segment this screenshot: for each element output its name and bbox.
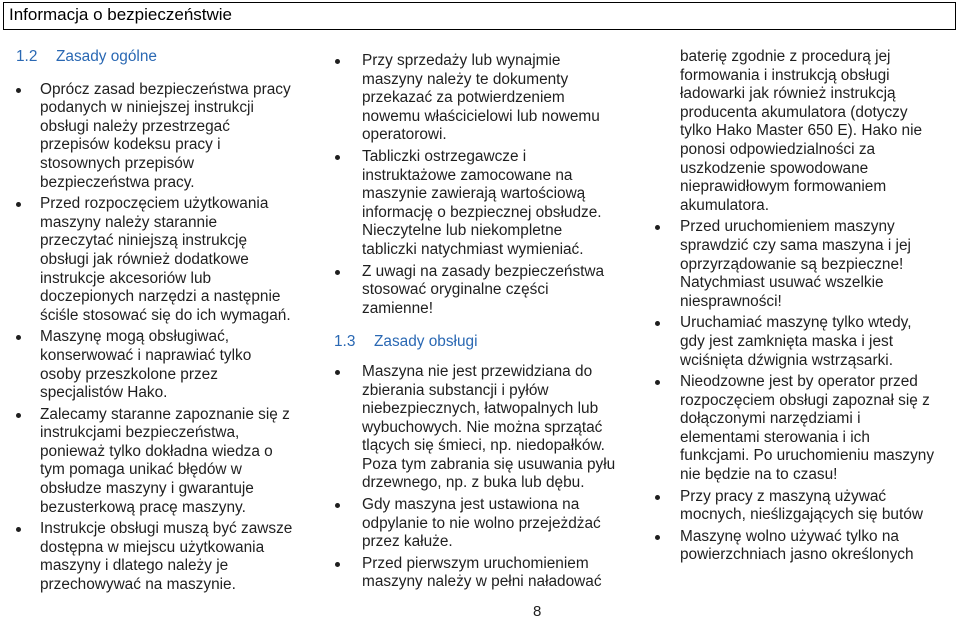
- text-line: tylko Hako Master 650 E). Hako nie: [680, 122, 923, 140]
- list-item: [647, 373, 959, 485]
- text-line: Maszynę wolno używać tylko na: [680, 527, 899, 545]
- bullet-icon: [335, 503, 340, 508]
- bullet-list: [0, 81, 320, 595]
- text-line: Przed pierwszym uruchomieniem: [362, 554, 589, 572]
- text-line: stosować oryginalne części: [362, 281, 549, 299]
- text-line: Maszynę mogą obsługiwać,: [40, 328, 230, 346]
- text-line: obsługi jak również dodatkowe: [40, 250, 249, 268]
- text-line: obsługi należy przestrzegać: [40, 117, 230, 135]
- text-line: Poza tym zabrania się usuwania pyłu: [362, 455, 616, 473]
- text-line: bezusterkową pracę maszyny.: [40, 498, 246, 516]
- bullet-icon: [16, 88, 21, 93]
- bullet-icon: [16, 335, 21, 340]
- text-line: Uruchamiać maszynę tylko wtedy,: [680, 314, 912, 332]
- list-item: [0, 328, 320, 402]
- text-line: producenta akumulatora (dotyczy: [680, 103, 908, 121]
- section-title: Zasady ogólne: [56, 48, 157, 65]
- text-line: maszyny należy te dokumenty: [362, 70, 569, 88]
- text-line: bezpieczeństwa pracy.: [40, 173, 195, 191]
- text-line: dołączonymi narzędziami i: [680, 410, 861, 428]
- text-line: maszyny i dlatego należy je: [40, 557, 229, 575]
- section-title: Zasady obsługi: [374, 333, 478, 351]
- bullet-icon: [16, 527, 21, 532]
- text-line: baterię zgodnie z procedurą jej: [680, 48, 891, 65]
- column-1: [0, 48, 320, 598]
- bullet-icon: [335, 155, 340, 160]
- list-item: [0, 520, 320, 594]
- bullet-icon: [655, 321, 660, 326]
- text-line: zamienne!: [362, 299, 434, 317]
- text-line: stosownych przepisów: [40, 154, 194, 172]
- text-line: nie będzie na to czasu!: [680, 466, 838, 484]
- bullet-list: [322, 363, 642, 592]
- text-line: przez kałuże.: [362, 533, 453, 551]
- text-line: Przed rozpoczęciem użytkowania: [40, 195, 269, 213]
- text-line: nieprawidłowym formowaniem: [680, 178, 887, 196]
- text-line: wybuchowych. Nie można sprzątać: [362, 418, 603, 436]
- list-item: [0, 406, 320, 518]
- text-line: Gdy maszyna jest ustawiona na: [362, 496, 580, 514]
- list-item: [322, 555, 642, 592]
- text-line: Zalecamy staranne zapoznanie się z: [40, 405, 290, 423]
- list-item: [322, 363, 642, 493]
- text-line: przeczytać niniejszą instrukcję: [40, 232, 247, 250]
- bullet-list: [322, 52, 642, 318]
- text-line: instruktażowe zamocowane na: [362, 166, 573, 184]
- bullet-icon: [655, 225, 660, 230]
- text-line: Przed uruchomieniem maszyny: [680, 218, 895, 236]
- text-line: Oprócz zasad bezpieczeństwa pracy: [40, 80, 291, 98]
- text-line: przepisów kodeksu pracy i: [40, 136, 221, 154]
- bullet-icon: [16, 202, 21, 207]
- text-line: specjalistów Hako.: [40, 384, 168, 402]
- text-line: mocnych, nieślizgających się butów: [680, 506, 923, 524]
- text-line: ponieważ tylko dokładna wiedza o: [40, 442, 273, 460]
- text-line: przechowywać na maszynie.: [40, 576, 236, 594]
- continued-paragraph: [647, 48, 959, 215]
- text-line: wciśnięta dźwignia wstrząsarki.: [680, 351, 893, 369]
- text-line: niebezpiecznych, łatwopalnych lub: [362, 400, 599, 418]
- list-item: [322, 52, 642, 145]
- text-line: doczepionych narzędzi a następnie: [40, 288, 281, 306]
- text-line: tabliczki natychmiast wymieniać.: [362, 240, 584, 258]
- bullet-list: [647, 218, 959, 565]
- text-line: elementami sterowania i ich: [680, 428, 870, 446]
- column-2: [322, 52, 642, 595]
- text-line: przekazać za potwierdzeniem: [362, 89, 565, 107]
- bullet-icon: [655, 380, 660, 385]
- bullet-icon: [335, 370, 340, 375]
- text-line: formowania i instrukcją obsługi: [680, 66, 890, 84]
- text-line: instrukcjami bezpieczeństwa,: [40, 424, 240, 442]
- text-line: tym pomaga unikać błędów w: [40, 461, 242, 479]
- text-line: oprzyrządowanie są bezpieczne!: [680, 255, 904, 273]
- list-item: [647, 528, 959, 565]
- text-line: Maszyna nie jest przewidziana do: [362, 362, 593, 380]
- bullet-icon: [16, 413, 21, 418]
- text-line: instrukcje akcesoriów lub: [40, 269, 212, 287]
- text-line: ponosi odpowiedzialności za: [680, 140, 876, 158]
- text-line: Instrukcje obsługi muszą być zawsze: [40, 520, 293, 538]
- list-item: [322, 148, 642, 260]
- text-line: osoby przeszkolone przez: [40, 365, 218, 383]
- text-line: obsłudze maszyny i gwarantuje: [40, 480, 254, 498]
- text-line: konserwować i naprawiać tylko: [40, 346, 252, 364]
- text-line: funkcjami. Po uruchomieniu maszyny: [680, 447, 935, 465]
- text-line: Nieczytelne lub niekompletne: [362, 222, 563, 240]
- text-line: sprawdzić czy sama maszyna i jej: [680, 236, 911, 254]
- text-line: maszynie zawierają wartościową: [362, 185, 586, 203]
- text-line: nowemu właścicielowi lub nowemu: [362, 107, 600, 125]
- page-title: Informacja o bezpieczeństwie: [9, 5, 233, 24]
- text-line: Z uwagi na zasady bezpieczeństwa: [362, 262, 605, 280]
- text-line: gdy jest zamknięta maska i jest: [680, 332, 893, 350]
- text-line: odpylanie to nie wolno przejeżdżać: [362, 514, 601, 532]
- list-item: [0, 195, 320, 325]
- bullet-icon: [335, 562, 340, 567]
- text-line: rozpoczęciem obsługi zapoznał się z: [680, 391, 930, 409]
- text-line: podanych w niniejszej instrukcji: [40, 99, 254, 117]
- text-line: uszkodzenie spowodowane: [680, 159, 869, 177]
- bullet-icon: [655, 535, 660, 540]
- page-number: 8: [533, 603, 542, 620]
- list-item: [322, 263, 642, 319]
- text-line: Nieodzowne jest by operator przed: [680, 373, 918, 391]
- list-item: [647, 314, 959, 370]
- bullet-icon: [335, 270, 340, 275]
- list-item: [322, 496, 642, 552]
- text-line: operatorowi.: [362, 126, 447, 144]
- text-line: Przy pracy z maszyną używać: [680, 487, 887, 505]
- list-item: [647, 218, 959, 311]
- bullet-icon: [655, 495, 660, 500]
- text-line: Przy sprzedaży lub wynajmie: [362, 52, 561, 69]
- text-line: ładowarki jak również instrukcją: [680, 85, 896, 103]
- section-number: 1.2: [16, 48, 38, 65]
- text-line: maszyny należy w pełni naładować: [362, 573, 602, 591]
- text-line: drzewnego, np. z buka lub dębu.: [362, 474, 585, 492]
- text-line: zbierania substancji i pyłów: [362, 381, 549, 399]
- text-line: Natychmiast usuwać wszelkie: [680, 274, 884, 292]
- text-line: powierzchniach jasno określonych: [680, 546, 914, 564]
- text-line: maszyny należy starannie: [40, 213, 218, 231]
- list-item: [0, 81, 320, 193]
- text-line: akumulatora.: [680, 196, 769, 214]
- bullet-icon: [335, 59, 340, 64]
- text-line: informację o bezpiecznej obsłudze.: [362, 203, 602, 221]
- text-line: dostępna w miejscu użytkowania: [40, 538, 265, 556]
- section-number: 1.3: [334, 333, 356, 351]
- column-3: [647, 48, 959, 568]
- section-heading-operation: [322, 333, 642, 352]
- text-line: tlących się śmieci, np. niedopałków.: [362, 437, 605, 455]
- text-line: niesprawności!: [680, 292, 782, 310]
- list-item: [647, 488, 959, 525]
- text-line: Tabliczki ostrzegawcze i: [362, 147, 527, 165]
- section-heading-general: [0, 48, 320, 67]
- text-line: ściśle stosować się do ich wymagań.: [40, 306, 291, 324]
